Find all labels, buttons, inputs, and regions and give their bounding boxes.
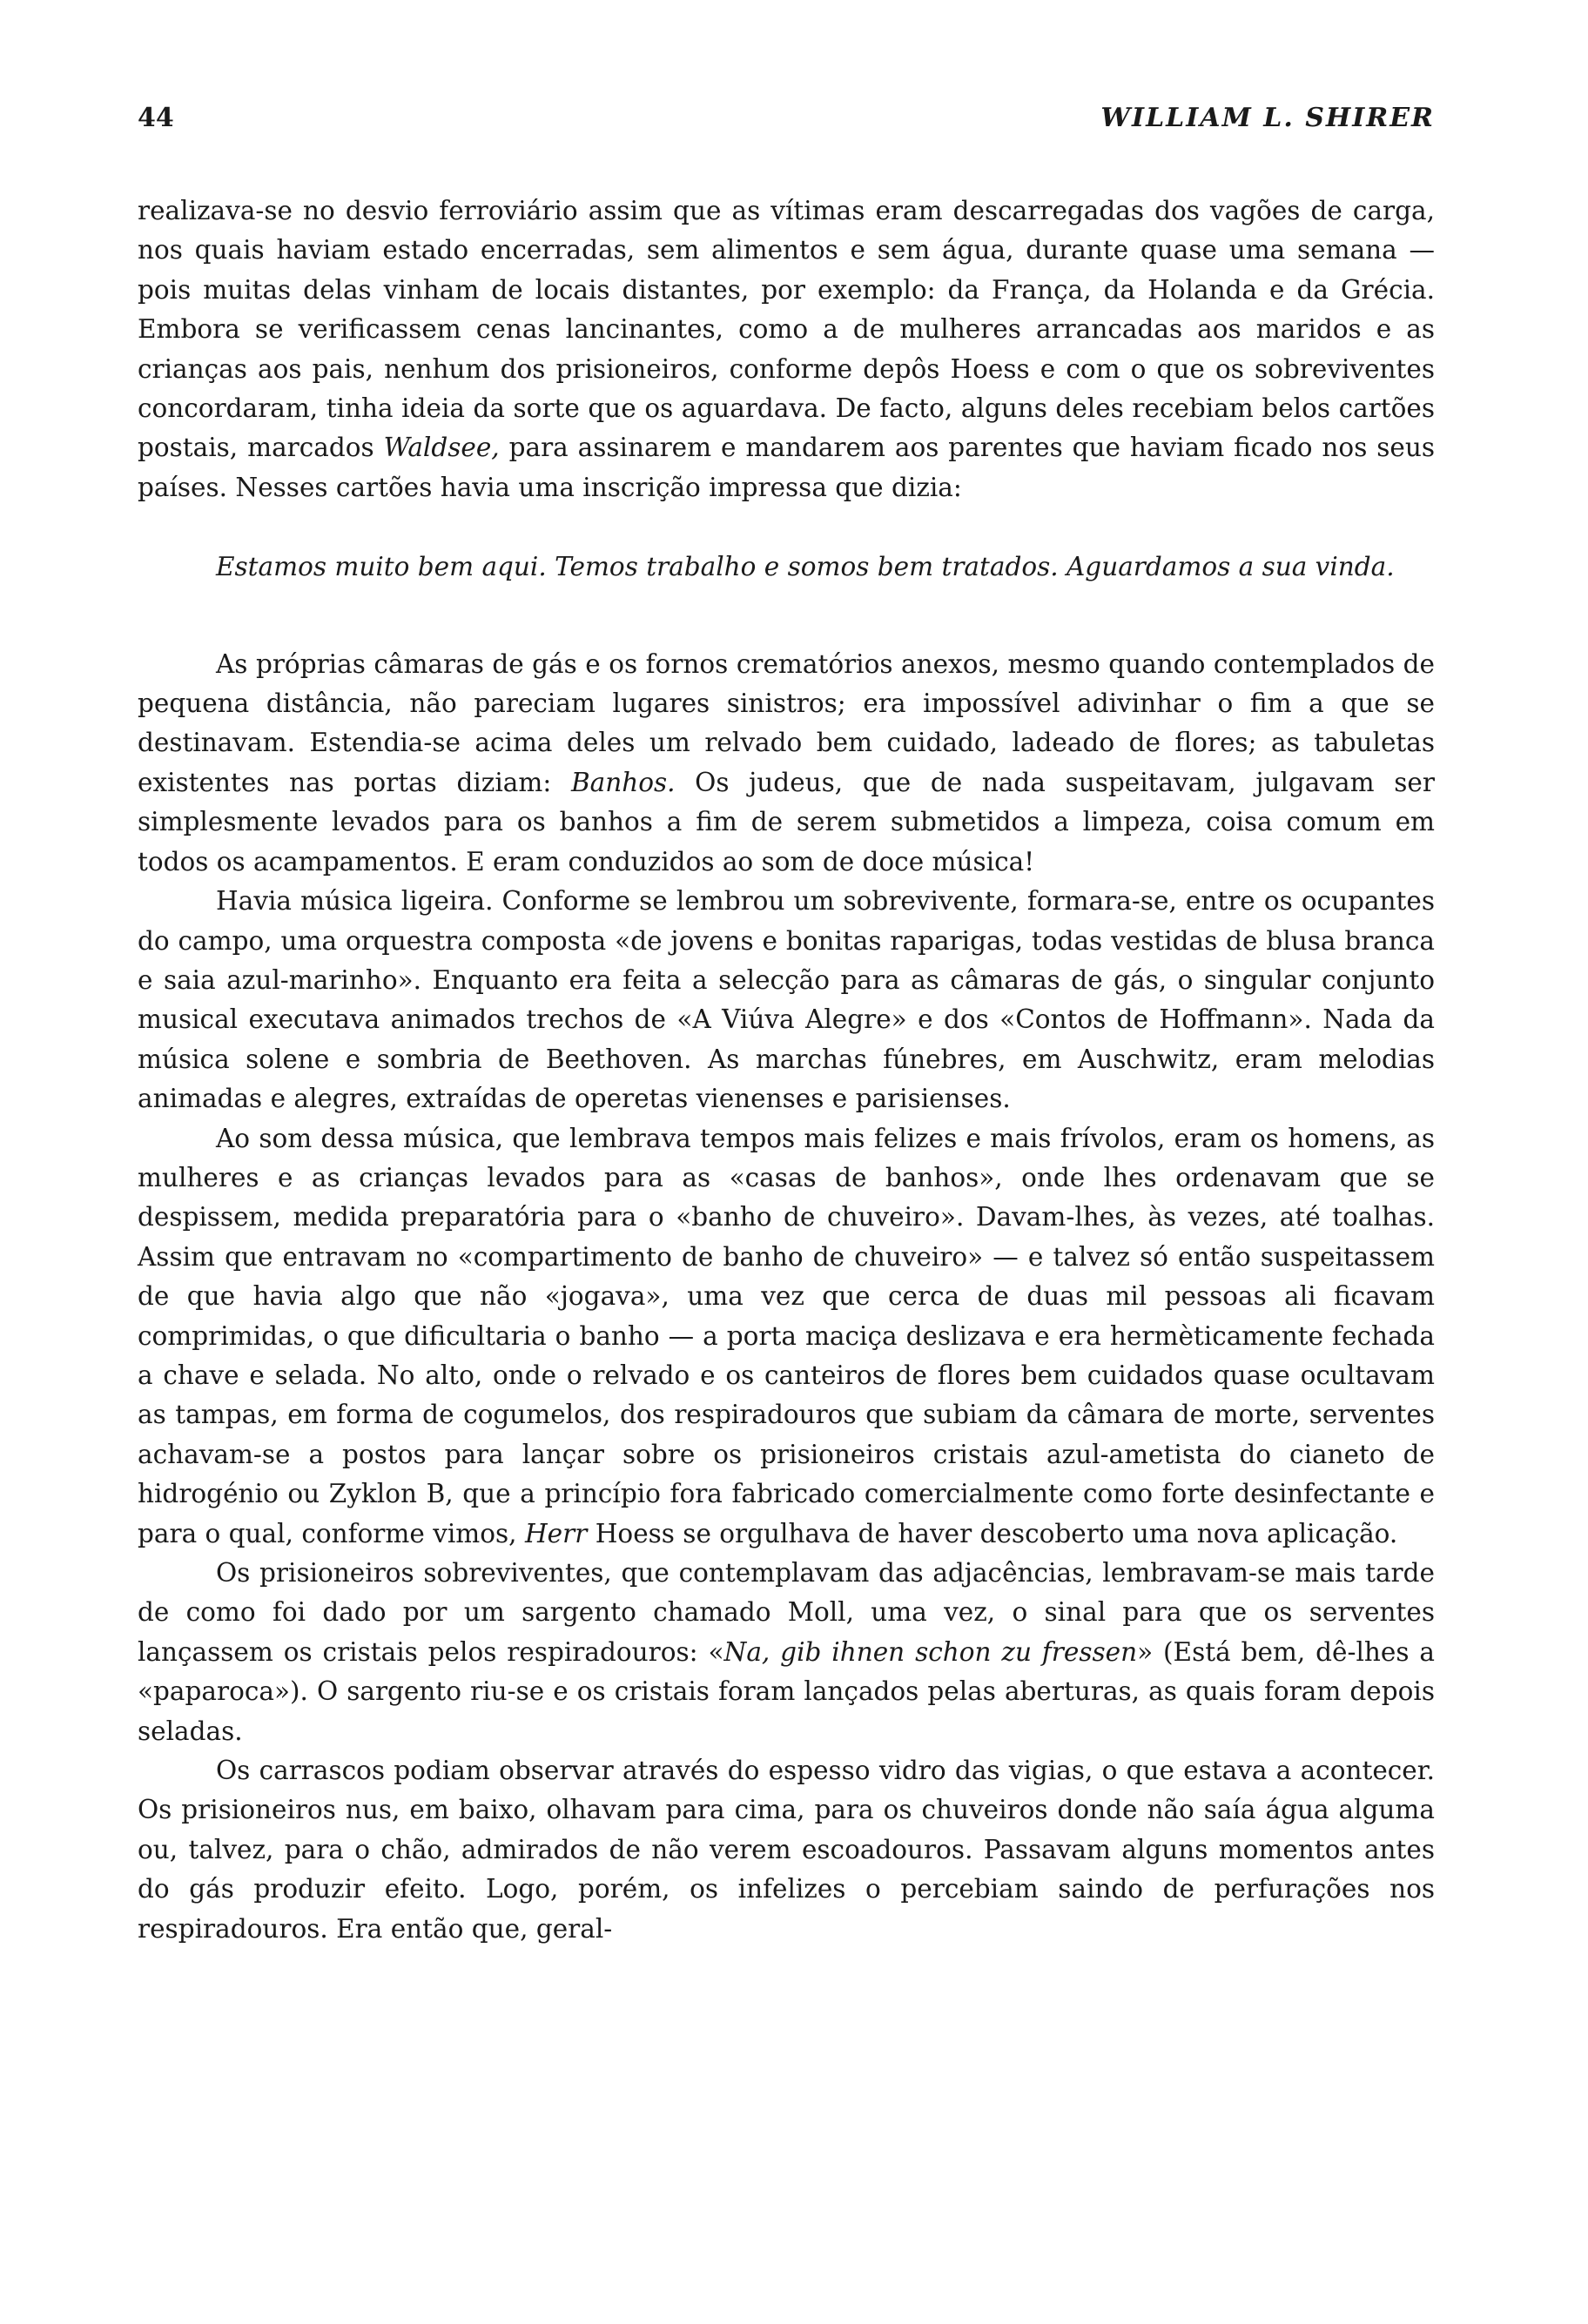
paragraph-1-italic: Waldsee, bbox=[383, 433, 500, 463]
paragraph-1-text: realizava-se no desvio ferroviário assim que as vítimas eram descarregadas dos vagões de carga, nos quais haviam estado encerradas, sem alimentos e sem água, durante quase uma semana — pois muitas delas vinham de locais distantes, por exemplo: da França, da Holanda e da Grécia. Embora se verificassem cenas lancinantes, como a de mulheres arrancadas aos maridos e as crianças aos pais, nenhum dos prisioneiros, conforme depôs Hoess e com o que os sobreviventes concordaram, tinha ideia da sorte que os aguardava. De facto, alguns deles recebiam belos cartões postais, marcados bbox=[138, 196, 1435, 463]
paragraph-4-text: Ao som dessa música, que lembrava tempos mais felizes e mais frívolos, eram os homens, as mulheres e as crianças levados para as «casas de banhos», onde lhes ordenavam que se despissem, medida preparatória para o «banho de chuveiro». Davam-lhes, às vezes, até toalhas. Assim que entravam no «compartimento de banho de chuveiro» — e talvez só então suspeitassem de que havia algo que não «jogava», uma vez que cerca de duas mil pessoas ali ficavam comprimidas, o que dificultaria o banho — a porta maciça deslizava e era hermèticamente fechada a chave e selada. No alto, onde o relvado e os canteiros de flores bem cuidados quase ocultavam as tampas, em forma de cogumelos, dos respiradouros que subiam da câmara de morte, serventes achavam-se a postos para lançar sobre os prisioneiros cristais azul-ametista do cianeto de hidrogénio ou Zyklon B, que a princípio fora fabricado comercialmente como forte desinfectante e para o qual, conforme vimos, bbox=[138, 1123, 1435, 1548]
running-head: WILLIAM L. SHIRER bbox=[1100, 103, 1435, 133]
paragraph-4-italic: Herr bbox=[524, 1518, 588, 1548]
paragraph-6: Os carrascos podiam observar através do espesso vidro das vigias, o que estava a acontecer. Os prisioneiros nus, em baixo, olhavam para cima, para os chuveiros donde não saía água alguma ou, talvez, para o chão, admirados de não verem escoadouros. Passavam alguns momentos antes do gás produzir efeito. Logo, porém, os infelizes o percebiam saindo de perfurações nos respiradouros. Era então que, geral- bbox=[138, 1756, 1435, 1944]
paragraph-1-end: para assinarem e mandarem aos parentes que haviam ficado nos seus países. Nesses cartões havia uma inscrição impressa que dizia: bbox=[138, 433, 1435, 502]
page-header bbox=[138, 103, 1435, 141]
paragraph-5-end: » (Está bem, dê-lhes a «paparoca»). O sargento riu-se e os cristais foram lançados pelas aberturas, as quais foram depois seladas. bbox=[138, 1636, 1435, 1746]
paragraph-2 bbox=[138, 645, 1435, 882]
page-number: 44 bbox=[138, 103, 174, 133]
body-text bbox=[138, 191, 1435, 1949]
paragraph-1 bbox=[138, 191, 1435, 507]
paragraph-2-end: Os judeus, que de nada suspeitavam, julgavam ser simplesmente levados para os banhos a fim de serem submetidos a limpeza, coisa comum em todos os acampamentos. E eram conduzidos ao som de doce música! bbox=[138, 767, 1435, 877]
paragraph-4 bbox=[138, 1119, 1435, 1554]
book-page bbox=[138, 0, 1435, 2324]
paragraph-4-end: Hoess se orgulhava de haver descoberto uma nova aplicação. bbox=[587, 1518, 1398, 1548]
paragraph-5 bbox=[138, 1554, 1435, 1751]
paragraph-5-italic: Na, gib ihnen schon zu fressen bbox=[723, 1636, 1138, 1667]
paragraph-5-text: Os prisioneiros sobreviventes, que contemplavam das adjacências, lembravam-se mais tarde de como foi dado por um sargento chamado Moll, uma vez, o sinal para que os serventes lançassem os cristais pelos respiradouros: « bbox=[138, 1558, 1435, 1667]
paragraph-2-italic: Banhos. bbox=[570, 767, 676, 797]
paragraph-2-text: As próprias câmaras de gás e os fornos crematórios anexos, mesmo quando contemplados de pequena distância, não pareciam lugares sinistros; era impossível adivinhar o fim a que se destinavam. Estendia-se acima deles um relvado bem cuidado, ladeado de flores; as tabuletas existentes nas portas diziam: bbox=[138, 648, 1435, 797]
paragraph-3: Havia música ligeira. Conforme se lembrou um sobrevivente, formara-se, entre os ocupantes do campo, uma orquestra composta «de jovens e bonitas raparigas, todas vestidas de blusa branca e saia azul-marinho». Enquanto era feita a selecção para as câmaras de gás, o singular conjunto musical executava animados trechos de «A Viúva Alegre» e dos «Contos de Hoffmann». Nada da música solene e sombria de Beethoven. As marchas fúnebres, em Auschwitz, eram melodias animadas e alegres, extraídas de operetas vienenses e parisienses. bbox=[138, 886, 1435, 1114]
quoted-postcard-text: Estamos muito bem aqui. Temos trabalho e somos bem tratados. Aguardamos a sua vinda. bbox=[216, 552, 1395, 582]
